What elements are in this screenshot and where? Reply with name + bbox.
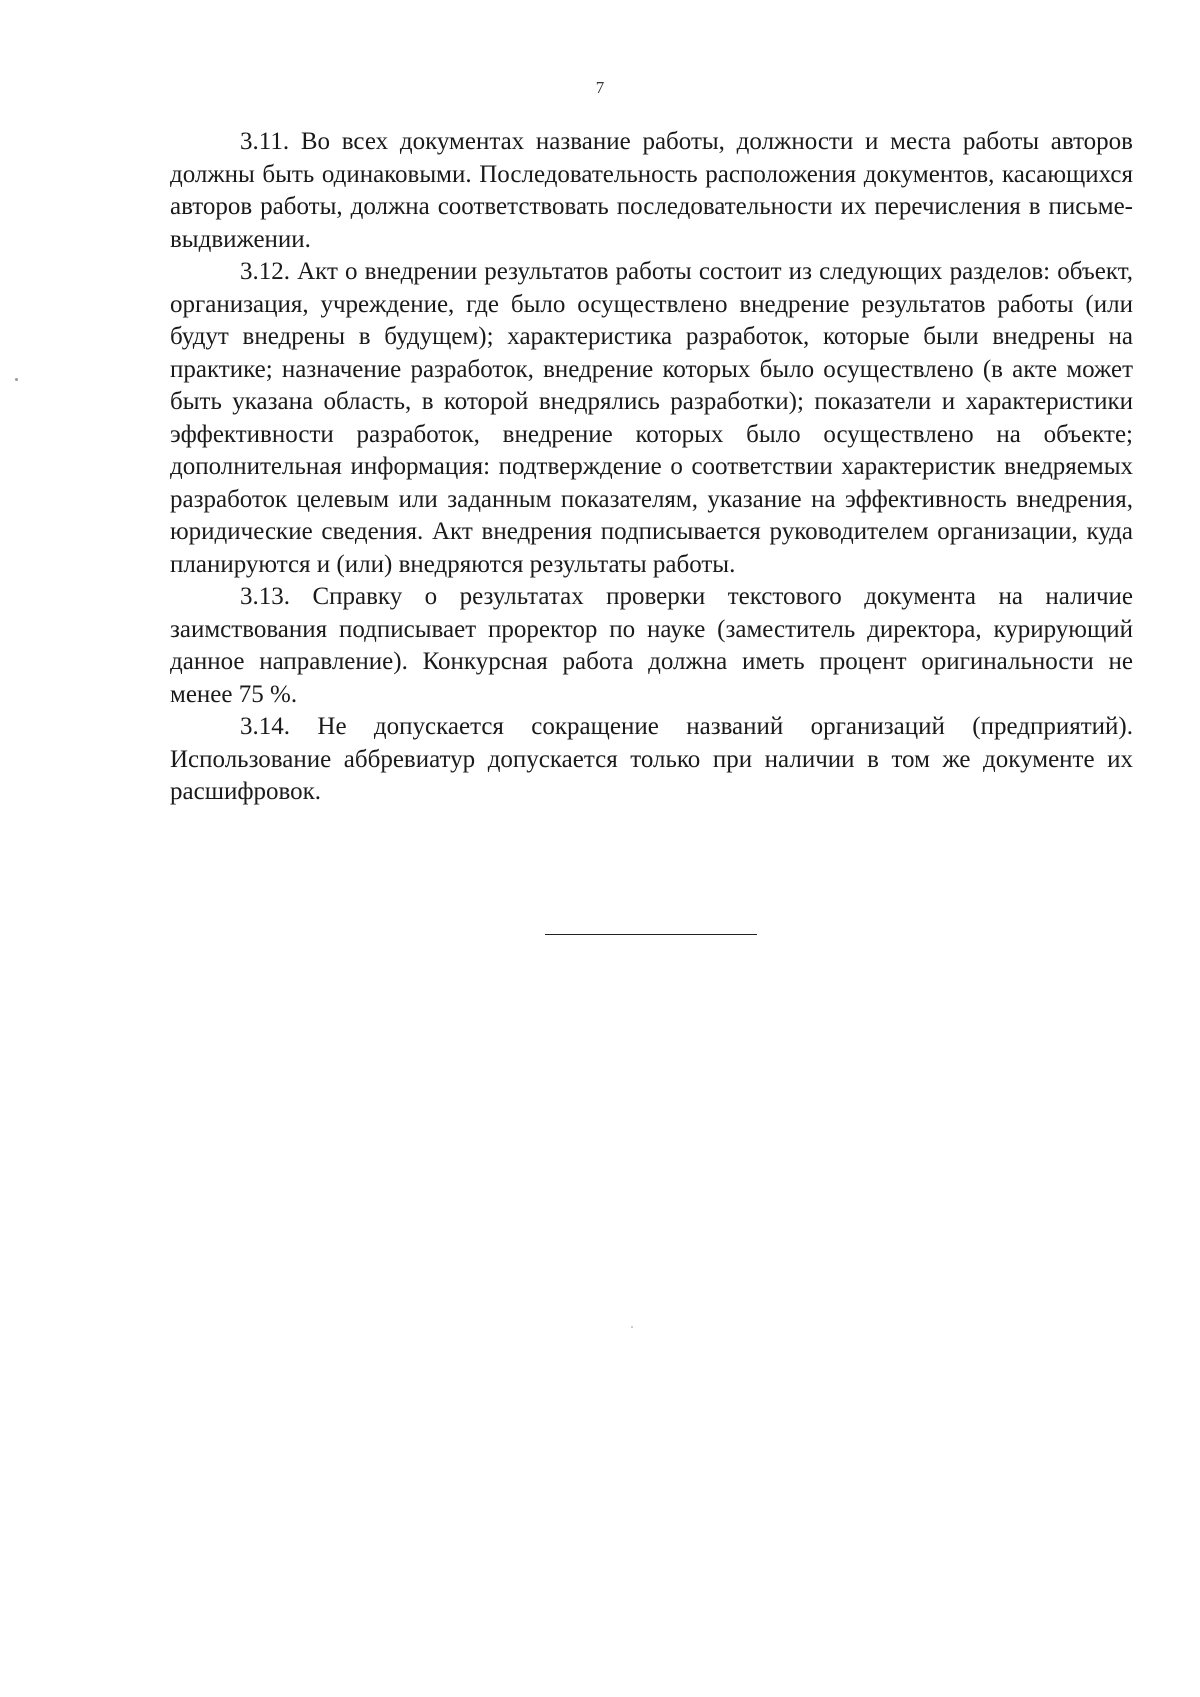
document-body (170, 126, 1133, 809)
paragraph-3-11: 3.11. Во всех документах название работы, должности и места работы авторов должны быть одинаковыми. Последовательность расположения документов, касающихся авторов работы, должна соответствовать последовательности их перечисления в письме-выдвижении. (170, 128, 1133, 253)
paragraph-3-14: 3.14. Не допускается сокращение названий организаций (предприятий). Использование аббревиатур допускается только при наличии в том же документе их расшифровок. (170, 713, 1133, 805)
scan-artifact-dot (631, 1326, 633, 1328)
page-number: 7 (595, 78, 605, 97)
end-separator-line (545, 934, 757, 935)
paragraph-3-12: 3.12. Акт о внедрении результатов работы состоит из следующих разделов: объект, организация, учреждение, где было осуществлено внедрение результатов работы (или будут внедрены в будущем); характеристика разработок, которые были внедрены на практике; назначение разработок, внедрение которых было осуществлено (в акте может быть указана область, в которой внедрялись разработки); показатели и характеристики эффективности разработок, внедрение которых было осуществлено на объекте; дополнительная информация: подтверждение о соответствии характеристик внедряемых разработок целевым или заданным показателям, указание на эффективность внедрения, юридические сведения. Акт внедрения подписывается руководителем организации, куда планируются и (или) внедряются результаты работы. (170, 258, 1133, 578)
scan-artifact-dot (15, 378, 18, 381)
paragraph-3-13: 3.13. Справку о результатах проверки текстового документа на наличие заимствования подписывает проректор по науке (заместитель директора, курирующий данное направление). Конкурсная работа должна иметь процент оригинальности не менее 75 %. (170, 583, 1133, 708)
